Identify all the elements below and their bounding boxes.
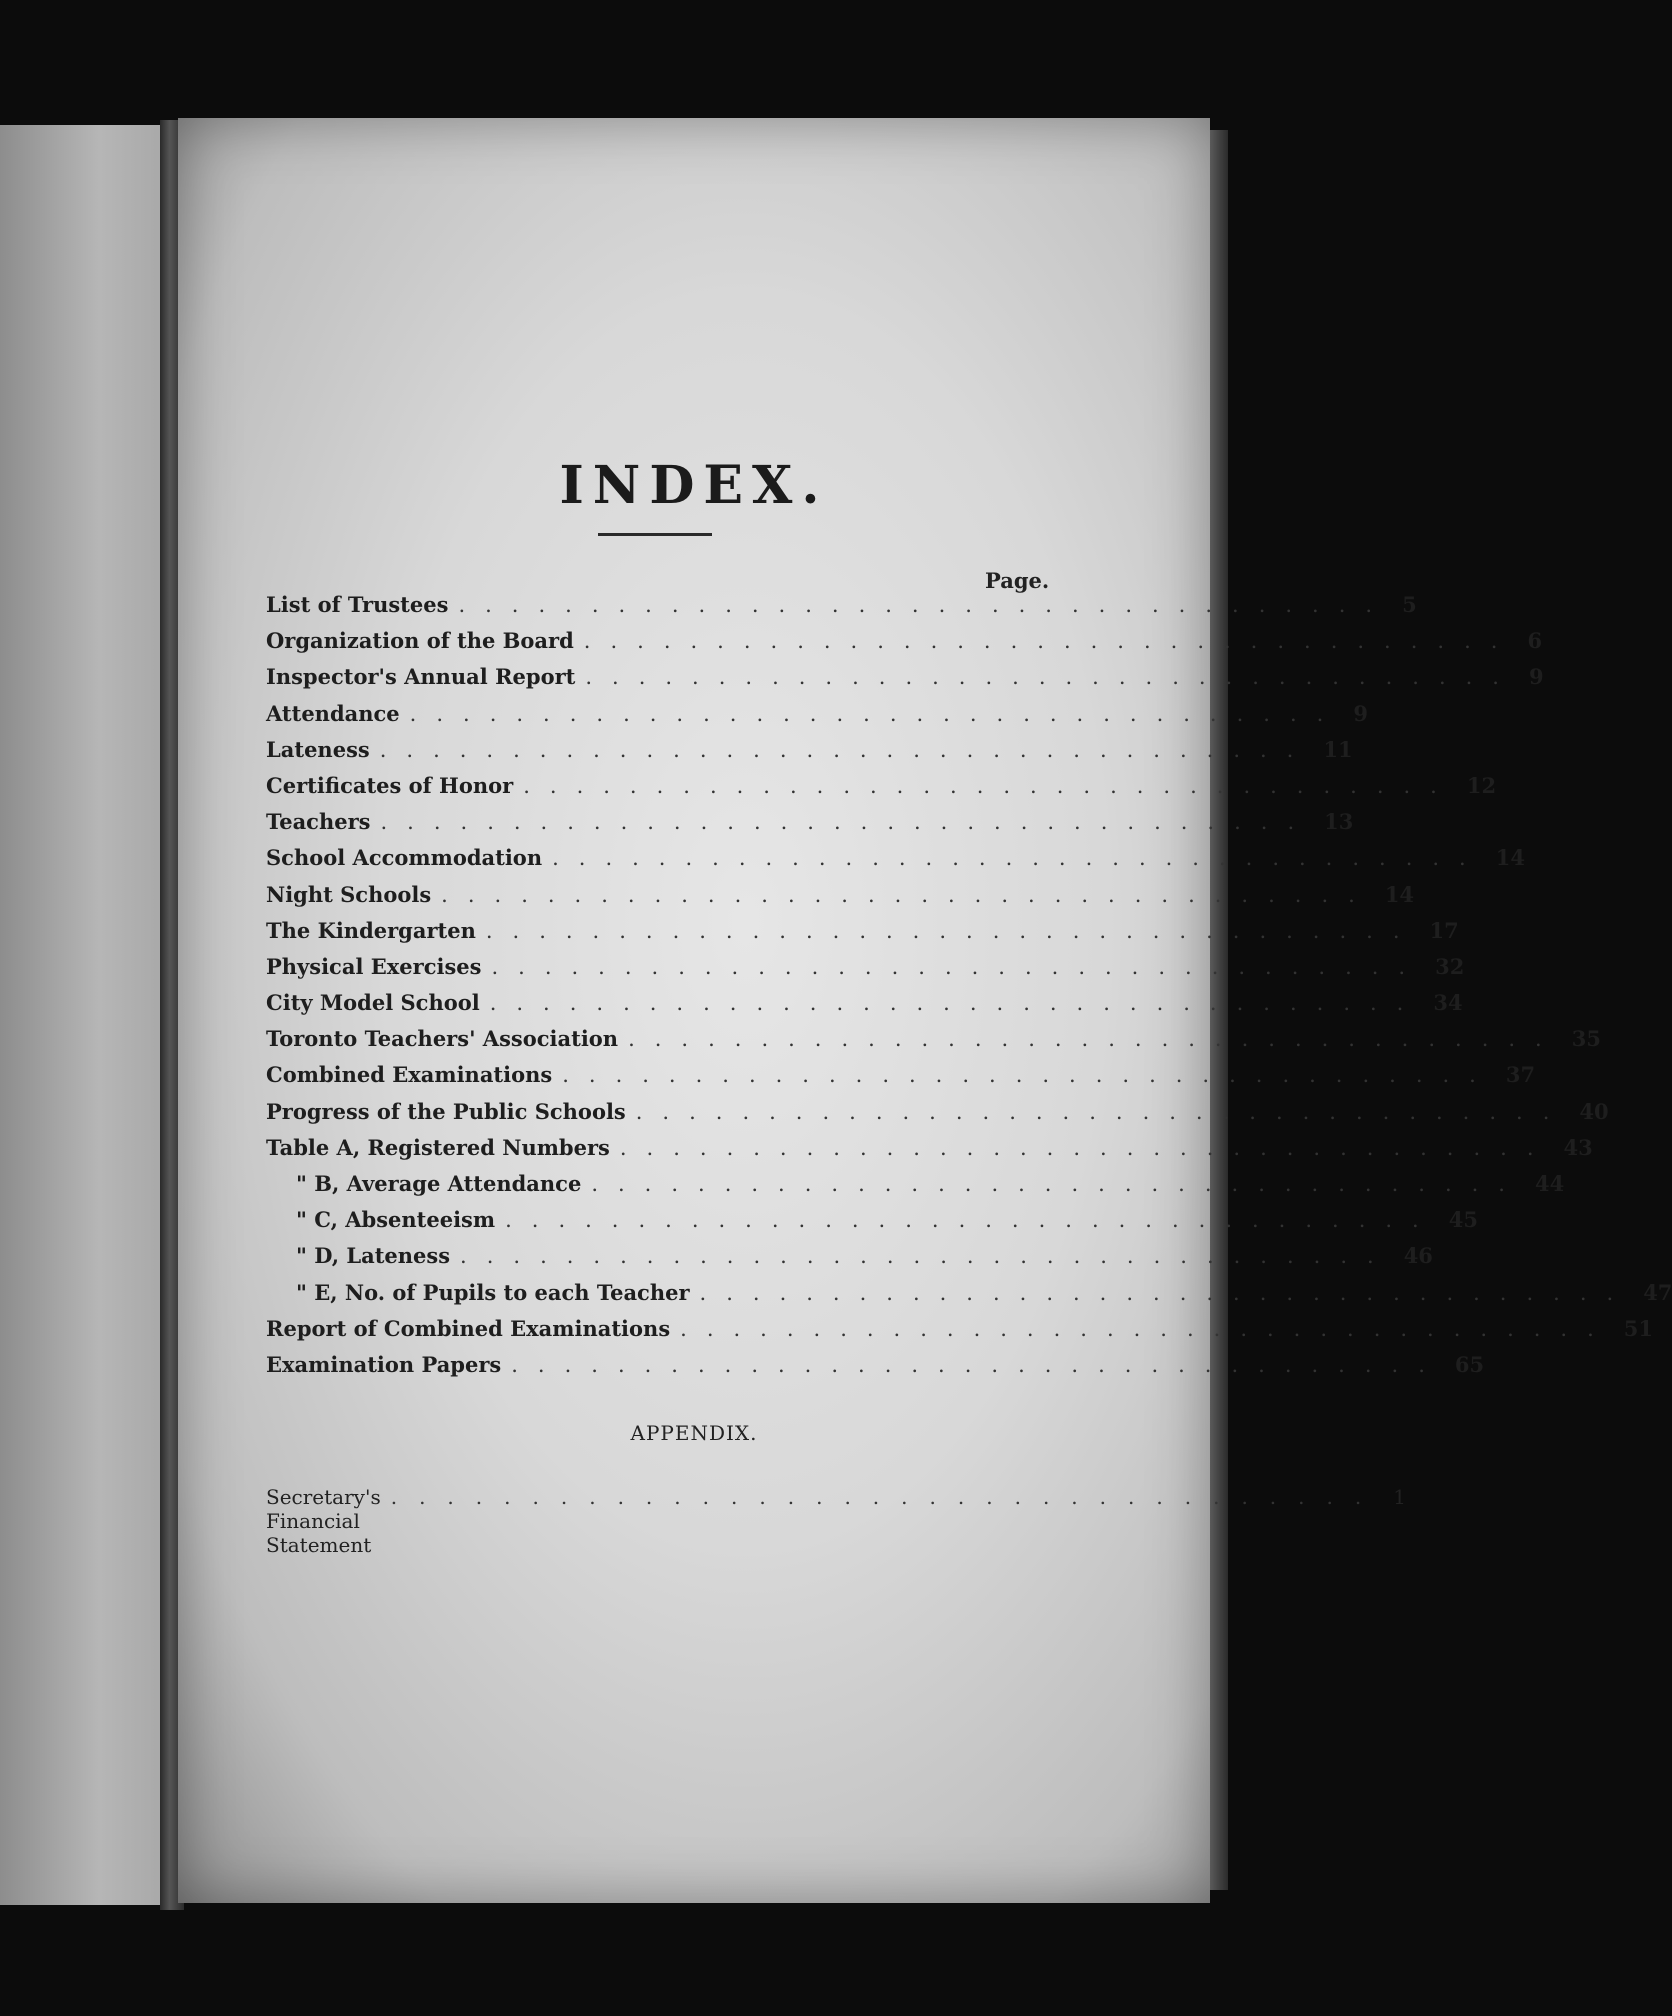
appendix-list <box>266 1485 1406 1557</box>
dot-leader: ................................... <box>409 701 1344 726</box>
dot-leader: ................................... <box>562 1063 1496 1088</box>
entry-page: 45 <box>1448 1207 1478 1233</box>
index-entry[interactable] <box>266 845 1525 881</box>
dot-leader: ................................... <box>680 1316 1614 1341</box>
entry-label: " B, Average Attendance <box>296 1171 582 1196</box>
entry-label: Examination Papers <box>266 1351 502 1377</box>
entry-page: 34 <box>1433 990 1463 1016</box>
entry-label: Secretary's Financial Statement <box>266 1485 381 1557</box>
dot-leader: ................................... <box>379 737 1314 762</box>
index-entry[interactable] <box>266 1351 1485 1388</box>
entry-page: 9 <box>1528 664 1544 690</box>
entry-label: Attendance <box>266 700 400 726</box>
index-list <box>266 592 1672 1388</box>
dot-leader: ................................... <box>591 1172 1525 1196</box>
index-entry[interactable] <box>266 664 1544 700</box>
entry-page: 9 <box>1353 700 1368 726</box>
entry-page: 40 <box>1579 1098 1609 1124</box>
dot-leader: ................................... <box>460 1244 1394 1269</box>
entry-page: 32 <box>1435 953 1465 979</box>
dot-leader: ................................... <box>390 1485 1384 1509</box>
entry-label: Night Schools <box>266 881 432 907</box>
entry-label: City Model School <box>266 990 480 1016</box>
entry-page: 1 <box>1393 1485 1406 1509</box>
entry-page: 51 <box>1623 1315 1654 1341</box>
dot-leader: ................................... <box>491 954 1426 979</box>
entry-label: Progress of the Public Schools <box>266 1098 626 1124</box>
entry-label: School Accommodation <box>266 845 543 871</box>
dot-leader: ................................... <box>552 846 1486 871</box>
index-entry[interactable] <box>266 1279 1672 1316</box>
index-entry[interactable] <box>266 592 1417 628</box>
dot-leader: ................................... <box>635 1099 1570 1124</box>
index-entry[interactable] <box>266 1315 1654 1352</box>
entry-label: Toronto Teachers' Association <box>266 1026 619 1052</box>
entry-page: 46 <box>1403 1243 1433 1269</box>
dot-leader: ................................... <box>523 773 1457 798</box>
dot-leader: ................................... <box>628 1027 1562 1052</box>
entry-page: 12 <box>1466 772 1497 798</box>
dot-leader: ................................... <box>485 918 1420 943</box>
index-entry[interactable] <box>266 1243 1433 1279</box>
entry-label: Physical Exercises <box>266 953 482 979</box>
entry-label: Certificates of Honor <box>266 772 514 798</box>
entry-label: " E, No. of Pupils to each Teacher <box>296 1279 690 1305</box>
entry-page: 35 <box>1571 1026 1601 1052</box>
entry-label: Table A, Registered Numbers <box>266 1134 610 1160</box>
entry-label: Teachers <box>266 809 371 835</box>
dot-leader: ................................... <box>458 593 1393 617</box>
dot-leader: ................................... <box>585 665 1519 690</box>
index-entry[interactable] <box>266 736 1353 773</box>
facing-page <box>0 125 180 1905</box>
index-entry[interactable] <box>266 1026 1601 1062</box>
entry-label: Combined Examinations <box>266 1062 553 1088</box>
dot-leader: ................................... <box>511 1352 1445 1377</box>
entry-page: 13 <box>1324 809 1354 835</box>
index-entry[interactable] <box>266 1062 1536 1098</box>
index-entry[interactable] <box>266 917 1459 954</box>
index-entry[interactable] <box>266 990 1463 1026</box>
entry-label: Lateness <box>266 736 370 762</box>
index-entry[interactable] <box>266 628 1543 664</box>
dot-leader: ................................... <box>380 810 1315 835</box>
dot-leader: ................................... <box>505 1208 1439 1233</box>
entry-label: List of Trustees <box>266 592 449 617</box>
entry-label: Report of Combined Examinations <box>266 1315 671 1341</box>
entry-label: Organization of the Board <box>266 628 574 654</box>
page-column-label: Page. <box>985 568 1050 593</box>
index-title: INDEX. <box>559 455 829 516</box>
entry-page: 43 <box>1563 1134 1593 1160</box>
dot-leader: ................................... <box>583 629 1518 654</box>
dot-leader: ................................... <box>699 1280 1634 1305</box>
entry-page: 14 <box>1495 845 1525 871</box>
index-entry[interactable] <box>266 772 1497 809</box>
entry-page: 14 <box>1384 881 1415 907</box>
dot-leader: ................................... <box>619 1135 1554 1160</box>
entry-page: 37 <box>1505 1062 1536 1088</box>
entry-label: " D, Lateness <box>296 1243 451 1269</box>
appendix-entry[interactable] <box>266 1485 1406 1557</box>
appendix-title: APPENDIX. <box>630 1421 758 1445</box>
entry-label: The Kindergarten <box>266 917 476 943</box>
index-entry[interactable] <box>266 1207 1478 1243</box>
entry-page: 11 <box>1323 736 1353 762</box>
title-rule <box>598 533 712 536</box>
entry-page: 6 <box>1527 628 1543 654</box>
index-entry[interactable] <box>266 700 1368 737</box>
entry-label: Inspector's Annual Report <box>266 664 576 690</box>
index-entry[interactable] <box>266 1134 1593 1171</box>
entry-page: 17 <box>1429 917 1459 943</box>
index-entry[interactable] <box>266 1171 1565 1207</box>
dot-leader: ................................... <box>441 882 1375 907</box>
index-entry[interactable] <box>266 881 1415 918</box>
entry-page: 65 <box>1454 1351 1485 1377</box>
index-entry[interactable] <box>266 1098 1609 1135</box>
index-entry[interactable] <box>266 953 1465 990</box>
entry-page: 47 <box>1643 1279 1672 1305</box>
entry-label: " C, Absenteeism <box>296 1207 496 1233</box>
dot-leader: ................................... <box>489 991 1424 1016</box>
entry-page: 5 <box>1402 592 1417 617</box>
entry-page: 44 <box>1534 1171 1565 1196</box>
index-entry[interactable] <box>266 809 1354 845</box>
